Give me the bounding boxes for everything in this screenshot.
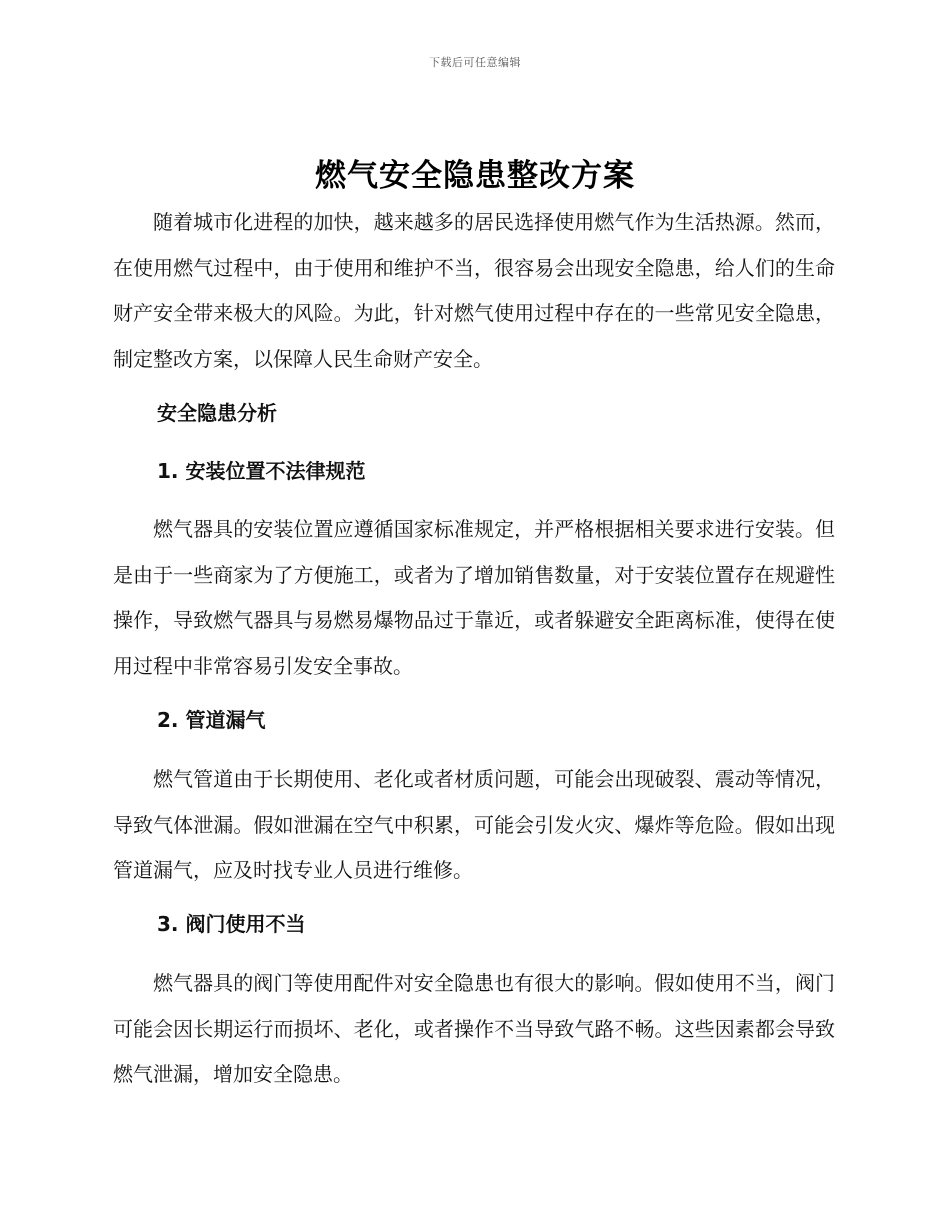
- subsection-paragraph-3: 燃气器具的阀门等使用配件对安全隐患也有很大的影响。假如使用不当，阀门可能会因长期运行而损坏、老化，或者操作不当导致气路不畅。这些因素都会导致燃气泄漏，增加安全隐患。: [113, 971, 835, 1086]
- subsection-paragraph-2: 燃气管道由于长期使用、老化或者材质问题，可能会出现破裂、震动等情况，导致气体泄漏。假如泄漏在空气中积累，可能会引发火灾、爆炸等危险。假如出现管道漏气，应及时找专业人员进行维修。: [113, 767, 835, 882]
- intro-paragraph: 随着城市化进程的加快，越来越多的居民选择使用燃气作为生活热源。然而，在使用燃气过程中，由于使用和维护不当，很容易会出现安全隐患，给人们的生命财产安全带来极大的风险。为此，针对燃气使用过程中存在的一些常见安全隐患，制定整改方案，以保障人民生命财产安全。: [113, 210, 835, 371]
- document-title: 燃气安全隐患整改方案: [315, 158, 635, 194]
- page-header-note: 下载后可任意编辑: [429, 56, 521, 69]
- subsection-paragraph-1: 燃气器具的安装位置应遵循国家标准规定，并严格根据相关要求进行安装。但是由于一些商家为了方便施工，或者为了增加销售数量，对于安装位置存在规避性操作，导致燃气器具与易燃易爆物品过于靠近，或者躲避安全距离标准，使得在使用过程中非常容易引发安全事故。: [113, 517, 835, 678]
- section-heading-analysis: 安全隐患分析: [157, 401, 277, 425]
- subsection-heading-3: 3. 阀门使用不当: [157, 912, 306, 936]
- subsection-heading-1: 1. 安装位置不法律规范: [157, 459, 366, 483]
- subsection-heading-2: 2. 管道漏气: [157, 708, 266, 732]
